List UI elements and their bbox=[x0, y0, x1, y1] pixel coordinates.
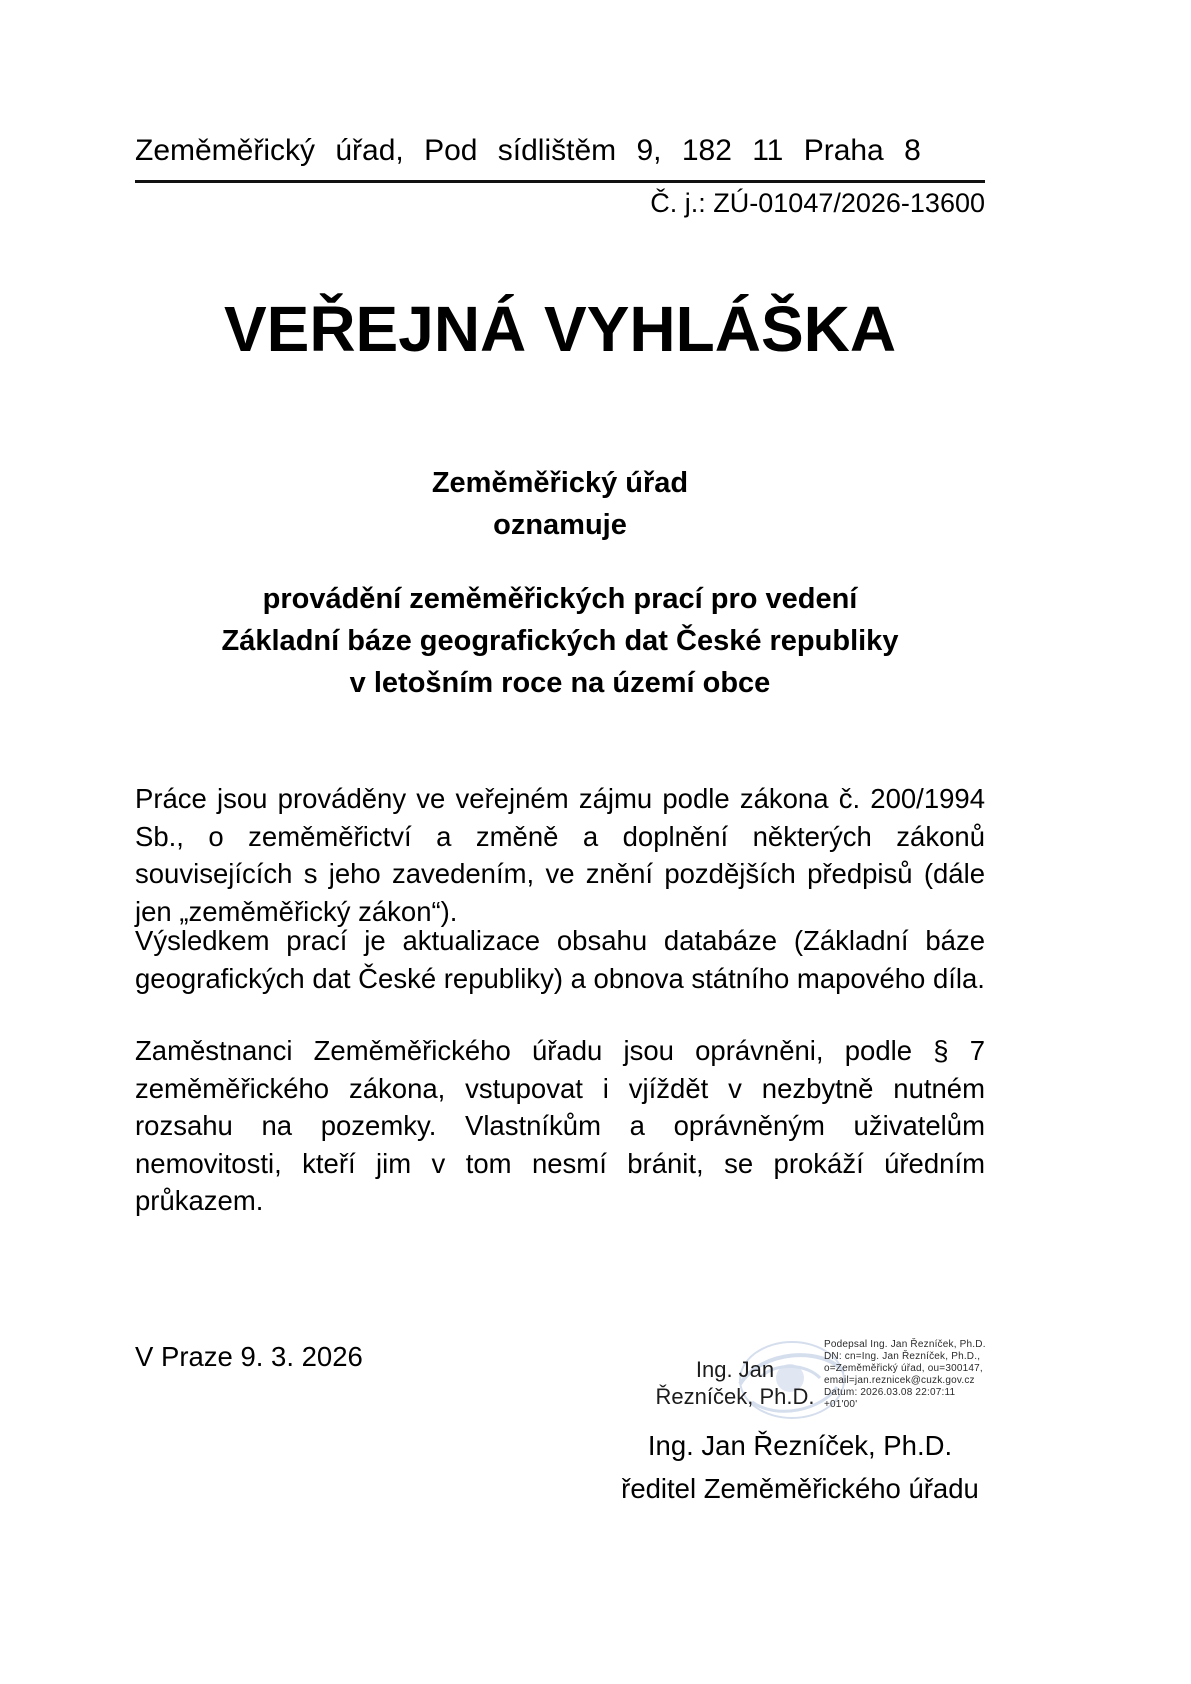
paragraph-legal-basis: Práce jsou prováděny ve veřejném zájmu podle zákona č. 200/1994 Sb., o zeměměřictví a změně a doplnění některých zákonů souvisejících s jeho zavedením, ve znění pozdějších předpisů (dále jen „zeměměřický zákon“). bbox=[135, 783, 985, 927]
digital-signature-name-line: Řezníček, Ph.D. bbox=[655, 1384, 815, 1409]
place-date: V Praze 9. 3. 2026 bbox=[135, 1341, 363, 1372]
certificate-detail-line: Podepsal Ing. Jan Řezníček, Ph.D. bbox=[824, 1339, 986, 1350]
signatory-block bbox=[560, 1424, 1040, 1510]
certificate-detail-line: DN: cn=Ing. Jan Řezníček, Ph.D., bbox=[824, 1351, 981, 1362]
certificate-details bbox=[824, 1339, 994, 1411]
certificate-detail-line: Datum: 2026.03.08 22:07:11 bbox=[824, 1387, 956, 1398]
announcement-verb: oznamuje bbox=[493, 509, 627, 541]
signatory-title: ředitel Zeměměřického úřadu bbox=[621, 1473, 979, 1504]
paragraph-access-rights: Zaměstnanci Zeměměřického úřadu jsou oprávněni, podle § 7 zeměměřického zákona, vstupovat i vjíždět v nezbytně nutném rozsahu na pozemky. Vlastníkům a oprávněným uživatelům nemovitosti, kteří jim v tom nesmí bránit, se prokáží úředním průkazem. bbox=[135, 1035, 985, 1216]
paragraph-work-result: Výsledkem prací je aktualizace obsahu databáze (Základní báze geografických dat České republiky) a obnova státního mapového díla. bbox=[135, 925, 985, 994]
announcement-subject bbox=[135, 578, 985, 704]
certificate-detail-line: o=Zeměměřický úřad, ou=300147, bbox=[824, 1363, 983, 1374]
announcement-issuer-block bbox=[135, 462, 985, 546]
certificate-detail-line: email=jan.reznicek@cuzk.gov.cz bbox=[824, 1375, 975, 1386]
subject-line: provádění zeměměřických prací pro vedení bbox=[262, 583, 858, 615]
digital-signature-name-line: Ing. Jan bbox=[695, 1357, 775, 1382]
issuer-name: Zeměměřický úřad bbox=[431, 467, 689, 499]
signatory-name: Ing. Jan Řezníček, Ph.D. bbox=[647, 1430, 953, 1461]
header-office-address: Zeměměřický úřad, Pod sídlištěm 9, 182 11 Praha 8 bbox=[135, 132, 985, 183]
document-title: VEŘEJNÁ VYHLÁŠKA bbox=[223, 293, 897, 365]
certificate-detail-line: +01'00' bbox=[824, 1399, 858, 1410]
reference-number: Č. j.: ZÚ-01047/2026-13600 bbox=[650, 188, 985, 218]
subject-line: v letošním roce na území obce bbox=[349, 667, 771, 699]
subject-line: Základní báze geografických dat České republiky bbox=[221, 625, 899, 657]
